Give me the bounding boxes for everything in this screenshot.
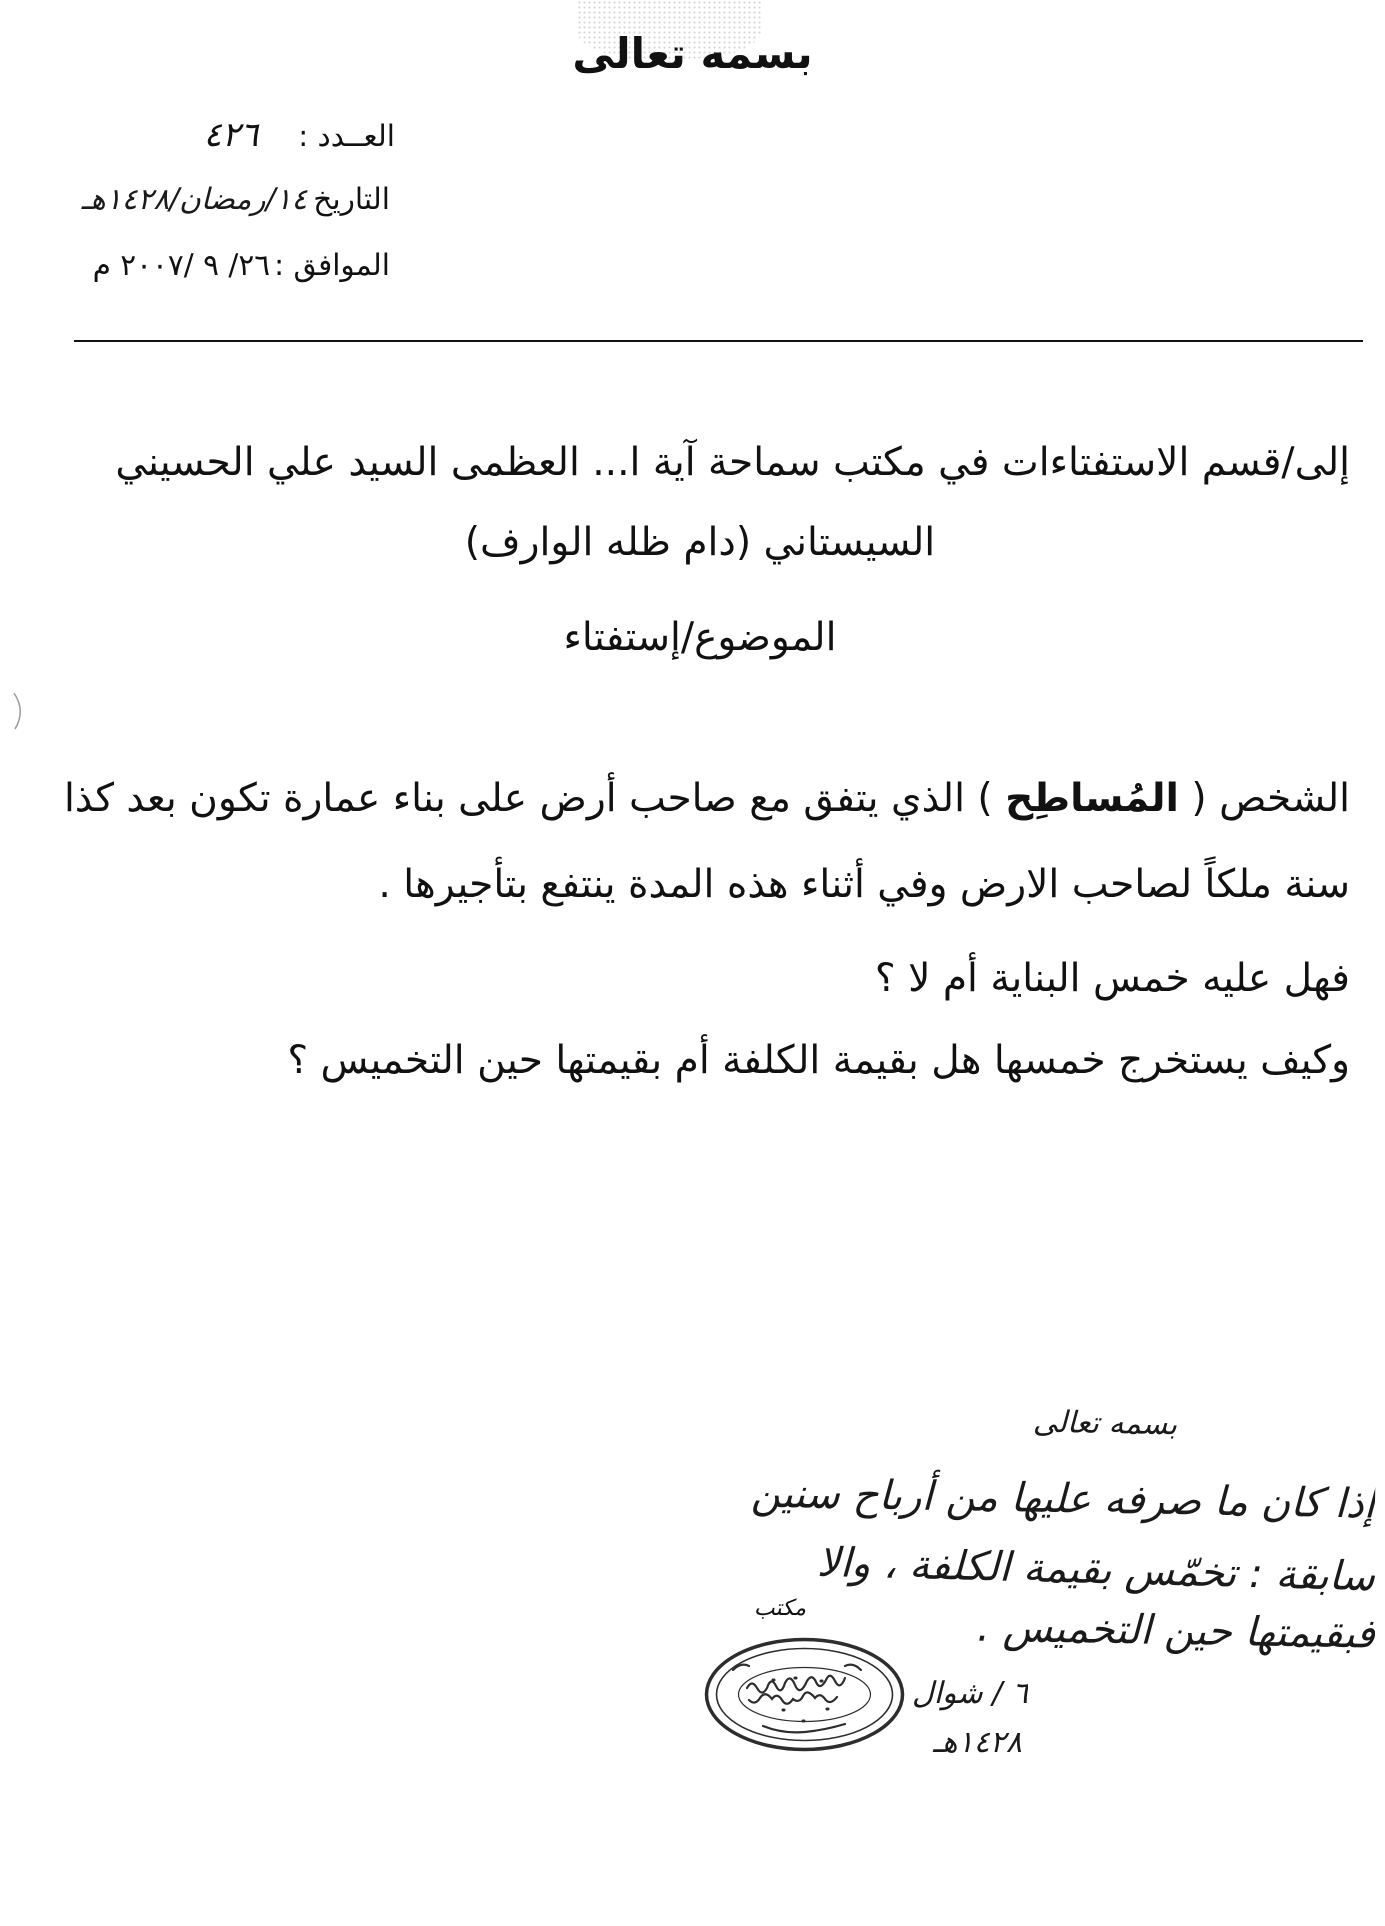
gregorian-date-wrapper: [93, 243, 390, 287]
reference-number-label: العــدد :: [298, 119, 395, 153]
answer-basmala-text: بسمه تعالى: [1032, 1404, 1178, 1443]
answer-line-2: [736, 1531, 1375, 1608]
answer-line-3: [960, 1597, 1376, 1665]
recipient-line-1-text: إلى/قسم الاستفتاءات في مكتب سماحة آية ا... العظمى السيد علي الحسيني: [115, 440, 1350, 485]
answer-line-1: [737, 1463, 1376, 1535]
subject-line: [400, 609, 1000, 668]
reference-number-line: [60, 110, 395, 161]
page-basmala: [0, 25, 1385, 84]
hijri-date-wrapper: [81, 177, 390, 221]
answer-date-year-text: ١٤٢٨هـ: [932, 1725, 1022, 1760]
page-basmala-text: بسمه تعالى: [572, 29, 813, 78]
reference-number-wrapper: [203, 110, 395, 161]
question-line-2-text: سنة ملكاً لصاحب الارض وفي أثناء هذه المدة ينتفع بتأجيرها .: [378, 862, 1350, 907]
answer-date-day-month-text: ٦ / شوال: [911, 1676, 1028, 1711]
hijri-date-value: ١٤/رمضان/١٤٢٨هـ: [81, 182, 308, 216]
question-line-3: [600, 950, 1350, 1009]
question-line-1-text: [64, 770, 1350, 829]
recipient-line-1: [80, 434, 1350, 493]
answer-basmala: [1005, 1399, 1206, 1447]
question-line-1: [37, 770, 1350, 829]
recipient-line-2-text: السيستاني (دام ظله الوارف): [464, 520, 936, 565]
question-line-4: [200, 1032, 1350, 1091]
answer-line-1-text: إذا كان ما صرفه عليها من أرباح سنين: [750, 1469, 1376, 1528]
official-stamp-graphic: [703, 1636, 906, 1753]
gregorian-date-label: الموافق :: [274, 248, 390, 282]
question-line-3-text: فهل عليه خمس البناية أم لا ؟: [874, 956, 1350, 1001]
term-musatih: المُساطِح: [1005, 776, 1179, 821]
hijri-date-line: [74, 177, 390, 221]
header-divider: [74, 340, 1363, 342]
subject-text: الموضوع/إستفتاء: [563, 615, 837, 660]
margin-mark: [8, 690, 30, 732]
question-line-2: [200, 856, 1350, 915]
reference-number-value: ٤٢٦: [203, 115, 259, 155]
question-line-1-suffix: ) الذي يتفق مع صاحب أرض على بناء عمارة تكون بعد كذا: [63, 776, 1006, 821]
question-line-4-text: وكيف يستخرج خمسها هل بقيمة الكلفة أم بقيمتها حين التخميس ؟: [287, 1038, 1350, 1083]
answer-line-2-text: سابقة : تخمّس بقيمة الكلفة ، والا: [816, 1538, 1376, 1601]
stamp-label: مكتب: [753, 1596, 807, 1621]
recipient-line-2: [300, 514, 1100, 573]
hijri-date-label: التاريخ: [313, 182, 390, 216]
stamp-inscription: [733, 1665, 861, 1733]
question-line-1-prefix: الشخص (: [1178, 776, 1350, 821]
answer-line-3-text: فبقيمتها حين التخميس .: [976, 1603, 1376, 1658]
gregorian-date-value: ٢٦/ ٩ /٢٠٠٧ م: [92, 248, 271, 282]
official-stamp: [703, 1636, 906, 1753]
gregorian-date-line: [92, 243, 390, 287]
